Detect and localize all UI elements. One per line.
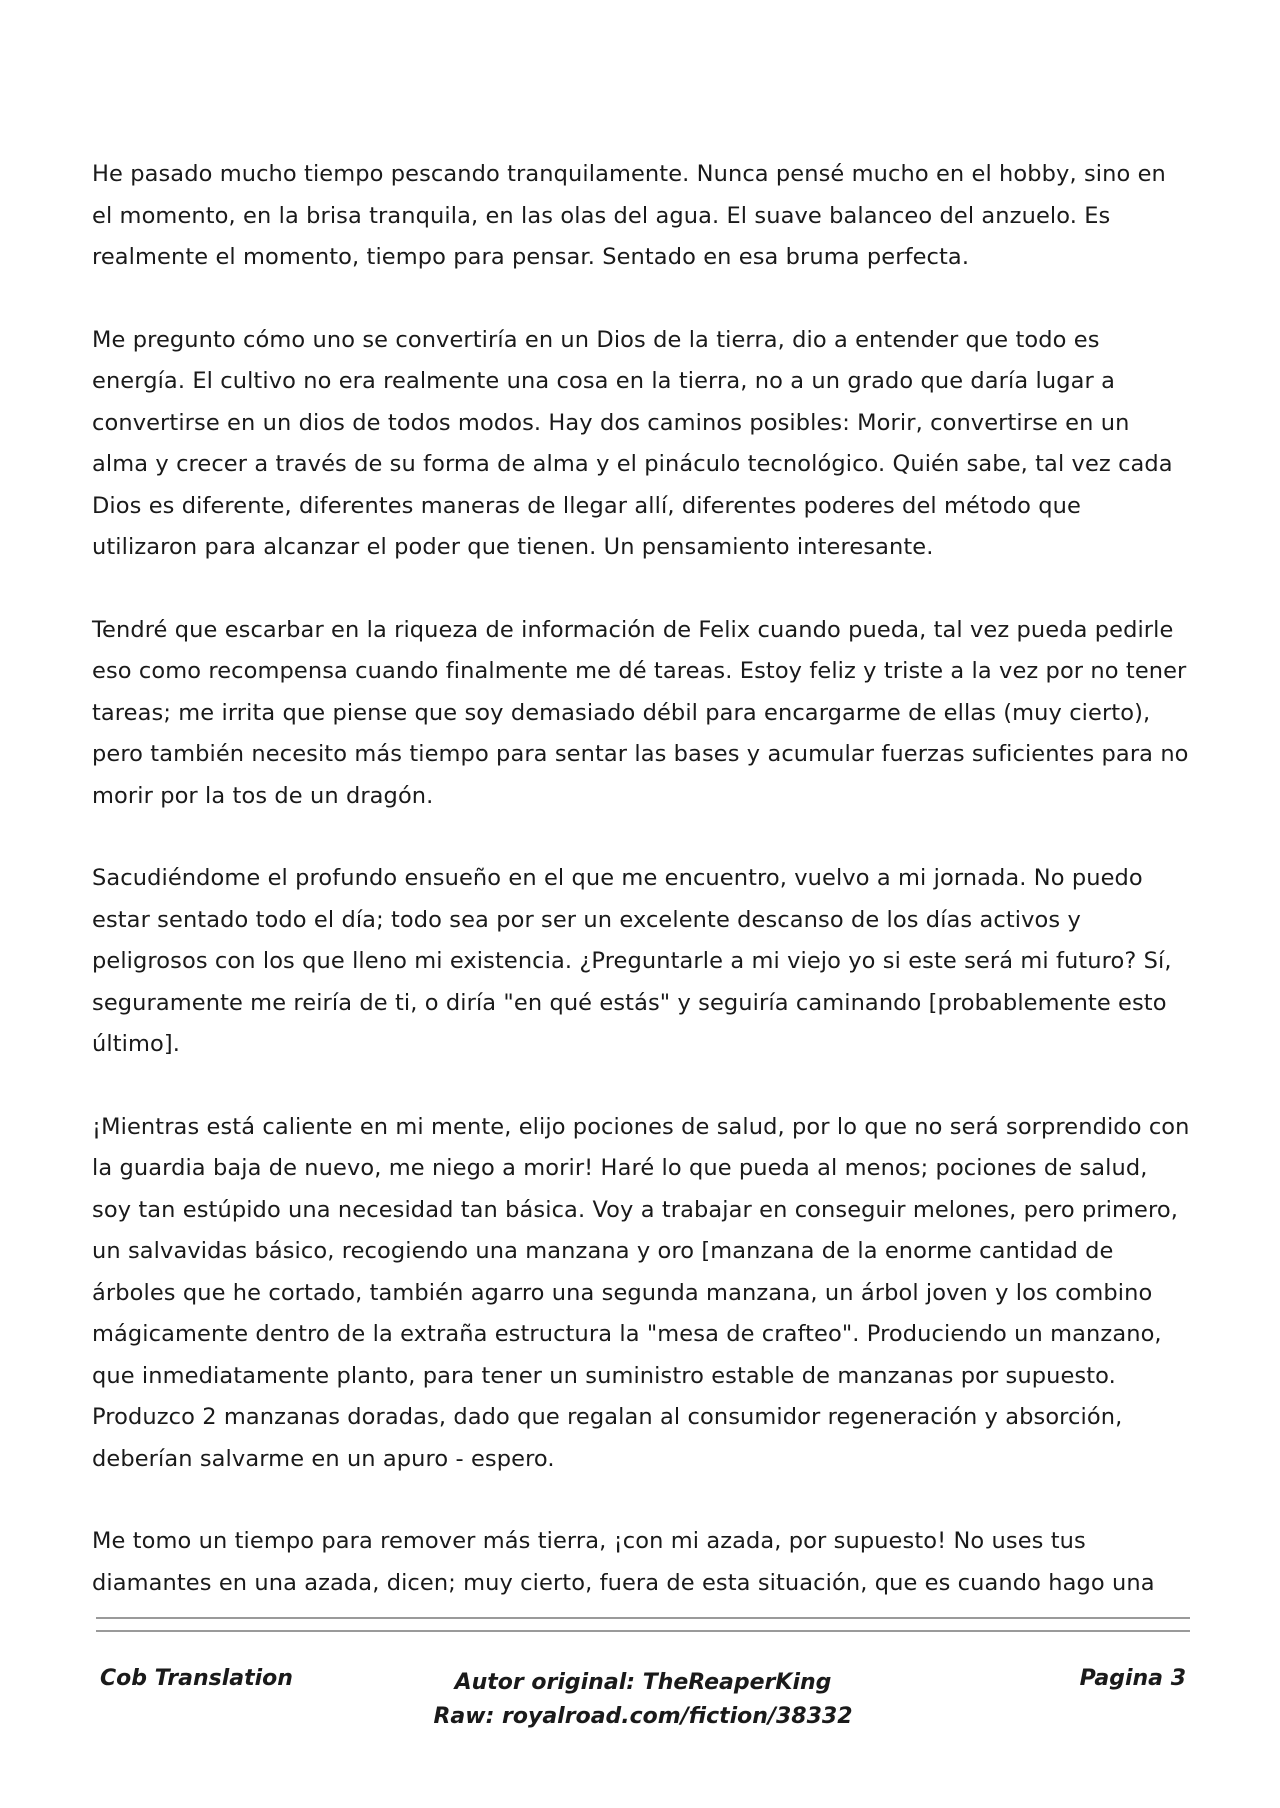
footer-divider-bottom bbox=[96, 1630, 1190, 1632]
body-text bbox=[92, 154, 1192, 1645]
footer-credits bbox=[96, 1666, 1190, 1734]
paragraph: Sacudiéndome el profundo ensueño en el que me encuentro, vuelvo a mi jornada. No puedo estar sentado todo el día; todo sea por ser un excelente descanso de los días activos y peligrosos con los que lleno mi existencia. ¿Preguntarle a mi viejo yo si este será mi futuro? Sí, seguramente me reiría de ti, o diría "en qué estás" y seguiría caminando [probablemente esto último]. bbox=[92, 865, 1172, 1057]
paragraph: Tendré que escarbar en la riqueza de información de Felix cuando pueda, tal vez pueda pedirle eso como recompensa cuando finalmente me dé tareas. Estoy feliz y triste a la vez por no tener tareas; me irrita que piense que soy demasiado débil para encargarme de ellas (muy cierto), pero también necesito más tiempo para sentar las bases y acumular fuerzas suficientes para no morir por la tos de un dragón. bbox=[92, 616, 1189, 809]
paragraph: Me pregunto cómo uno se convertiría en un Dios de la tierra, dio a entender que todo es energía. El cultivo no era realmente una cosa en la tierra, no a un grado que daría lugar a convertirse en un dios de todos modos. Hay dos caminos posibles: Morir, convertirse en un alma y crecer a través de su forma de alma y el pináculo tecnológico. Quién sabe, tal vez cada Dios es diferente, diferentes maneras de llegar allí, diferentes poderes del método que utilizaron para alcanzar el poder que tienen. Un pensamiento interesante. bbox=[92, 326, 1173, 560]
page-footer bbox=[96, 1666, 1190, 1746]
page-number: Pagina 3 bbox=[1079, 1666, 1186, 1691]
paragraph: ¡Mientras está caliente en mi mente, elijo pociones de salud, por lo que no será sorprendido con la guardia baja de nuevo, me niego a morir! Haré lo que pueda al menos; pociones de salud, soy tan estúpido una necesidad tan básica. Voy a trabajar en conseguir melones, pero primero, un salvavidas básico, recogiendo una manzana y oro [manzana de la enorme cantidad de árboles que he cortado, también agarro una segunda manzana, un árbol joven y los combino mágicamente dentro de la extraña estructura la "mesa de crafteo". Produciendo un manzano, que inmediatamente planto, para tener un suministro estable de manzanas por supuesto. Produzco 2 manzanas doradas, dado que regalan al consumidor regeneración y absorción, deberían salvarme en un apuro - espero. bbox=[92, 1113, 1190, 1472]
paragraph: He pasado mucho tiempo pescando tranquilamente. Nunca pensé mucho en el hobby, sino en el momento, en la brisa tranquila, en las olas del agua. El suave balanceo del anzuelo. Es realmente el momento, tiempo para pensar. Sentado en esa bruma perfecta. bbox=[92, 161, 1166, 270]
paragraph: Me tomo un tiempo para remover más tierra, ¡con mi azada, por supuesto! No uses tus diamantes en una azada, dicen; muy cierto, fuera de esta situación, que es cuando hago una bbox=[92, 1528, 1155, 1596]
footer-source: Raw: royalroad.com/fiction/38332 bbox=[433, 1704, 853, 1729]
footer-translator: Cob Translation bbox=[100, 1666, 293, 1691]
footer-divider-top bbox=[96, 1617, 1190, 1619]
footer-author: Autor original: TheReaperKing bbox=[454, 1670, 832, 1695]
